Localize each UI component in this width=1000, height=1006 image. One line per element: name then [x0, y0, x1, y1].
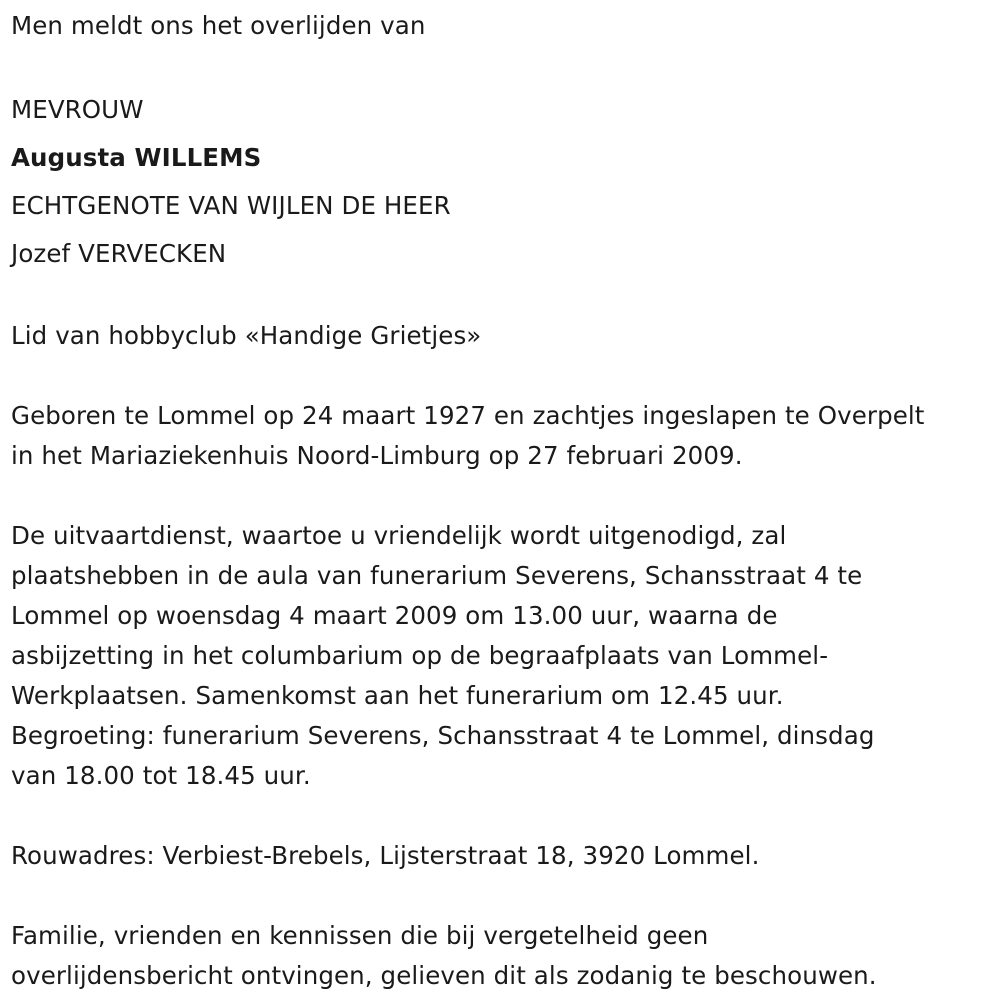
paragraph-line: Familie, vrienden en kennissen die bij vergetelheid geen [11, 921, 709, 950]
spacer [11, 356, 996, 396]
paragraph-line: overlijdensbericht ontvingen, gelieven dit als zodanig te beschouwen. [11, 961, 877, 990]
funeral-paragraph [11, 516, 996, 796]
mourning-address: Rouwadres: Verbiest-Brebels, Lijsterstraat 18, 3920 Lommel. [11, 841, 760, 870]
paragraph-line: Werkplaatsen. Samenkomst aan het funerarium om 12.45 uur. [11, 681, 784, 710]
spacer [11, 796, 996, 836]
paragraph-line: in het Mariaziekenhuis Noord-Limburg op 27 februari 2009. [11, 441, 743, 470]
intro-text: Men meldt ons het overlijden van [11, 11, 426, 40]
membership-text: Lid van hobbyclub «Handige Grietjes» [11, 321, 482, 350]
spacer [11, 46, 996, 86]
spouse-prefix: ECHTGENOTE VAN WIJLEN DE HEER [11, 191, 451, 220]
title-prefix: MEVROUW [11, 95, 144, 124]
birth-death-paragraph [11, 396, 996, 476]
paragraph-line: Begroeting: funerarium Severens, Schansstraat 4 te Lommel, dinsdag [11, 721, 875, 750]
paragraph-line: plaatshebben in de aula van funerarium Severens, Schansstraat 4 te [11, 561, 863, 590]
spacer [11, 476, 996, 516]
paragraph-line: Lommel op woensdag 4 maart 2009 om 13.00 uur, waarna de [11, 601, 778, 630]
paragraph-line: Geboren te Lommel op 24 maart 1927 en zachtjes ingeslapen te Overpelt [11, 401, 925, 430]
spacer [11, 278, 996, 316]
spouse-name: Jozef VERVECKEN [11, 239, 227, 268]
paragraph-line: asbijzetting in het columbarium op de begraafplaats van Lommel- [11, 641, 829, 670]
paragraph-line: De uitvaartdienst, waartoe u vriendelijk wordt uitgenodigd, zal [11, 521, 787, 550]
paragraph-line: van 18.00 tot 18.45 uur. [11, 761, 311, 790]
closing-paragraph [11, 916, 996, 996]
obituary-notice [11, 6, 996, 996]
deceased-name: Augusta WILLEMS [11, 143, 262, 172]
spacer [11, 876, 996, 916]
name-block [11, 86, 996, 278]
